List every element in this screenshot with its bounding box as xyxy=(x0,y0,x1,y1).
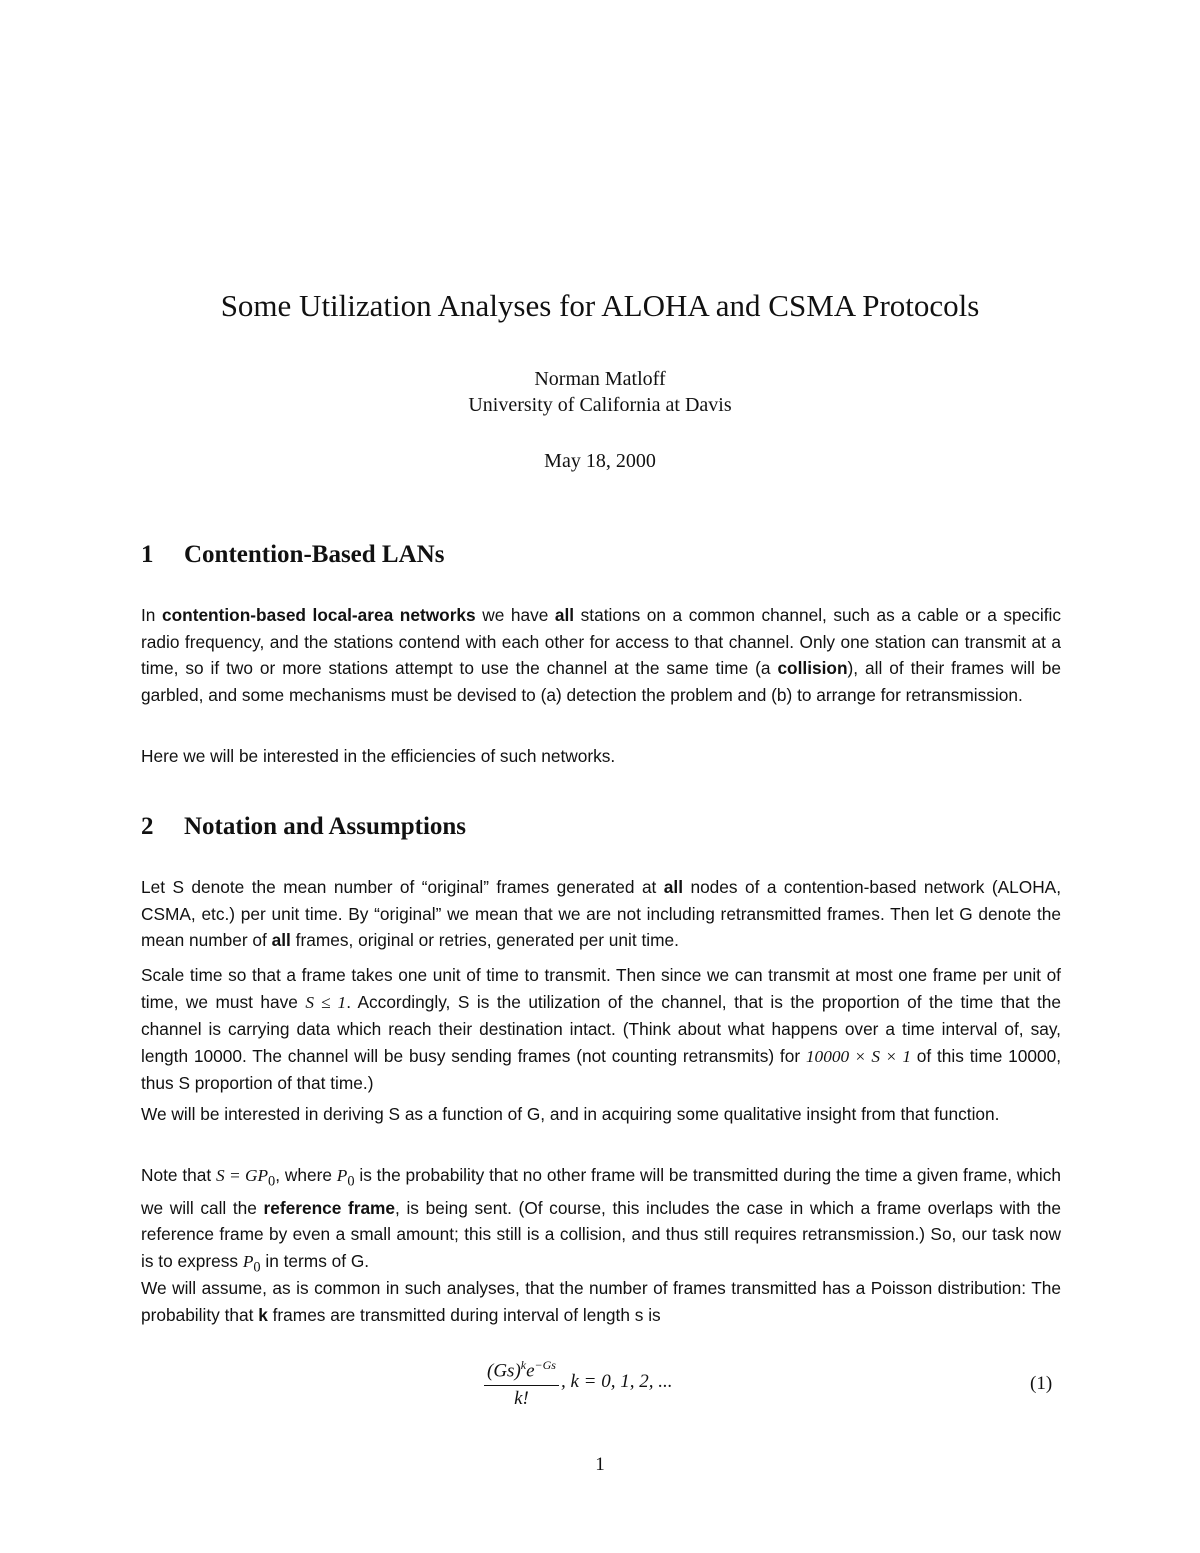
author-affiliation: University of California at Davis xyxy=(468,394,732,416)
text-run: Note that xyxy=(141,1165,216,1185)
equation-fraction xyxy=(484,1354,559,1409)
text-run: ), all of their frames will be garbled, and some mechanisms must be devised to (a) detection the problem and (b) to arrange for retransmission. xyxy=(141,658,1062,705)
eq-num-e: e xyxy=(526,1360,535,1382)
section-1-heading xyxy=(141,541,444,569)
section-2-paragraph-1 xyxy=(141,874,1061,954)
section-1-title: Contention-Based LANs xyxy=(184,541,445,568)
section-2-number: 2 xyxy=(141,813,154,840)
math-inline xyxy=(242,1251,261,1276)
text-run: , is being sent. (Of course, this includes the case in which a frame overlaps with the reference frame by even a small amount; this still is a collision, and thus still requires retransmission.) So, our task now is to express xyxy=(141,1197,1061,1271)
section-2-heading xyxy=(141,813,466,841)
text-run: We will assume, as is common in such analyses, that the number of frames transmitted has a Poisson distribution: The probability that xyxy=(141,1278,1061,1325)
bold-term: contention-based local-area networks xyxy=(161,605,476,625)
bold-term: reference frame xyxy=(263,1197,396,1218)
section-1-paragraph-1 xyxy=(141,602,1061,708)
text-run: stations on a common channel, such as a cable or a specific radio frequency, and the stations contend with each other for access to that channel. Only one station can transmit at a time, so if two or more stations attempt to use the channel at the same time (a xyxy=(141,605,1062,678)
math-subscript: 0 xyxy=(347,1173,355,1190)
page-number: 1 xyxy=(595,1454,605,1475)
poisson-equation xyxy=(484,1352,673,1412)
math-text: P xyxy=(336,1166,348,1185)
author-name: Norman Matloff xyxy=(534,368,666,390)
equation-denominator: k! xyxy=(514,1387,529,1409)
math-inline: S ≤ 1 xyxy=(305,992,347,1012)
eq-num-exponent: −Gs xyxy=(534,1358,556,1373)
section-2-paragraph-3: We will be interested in deriving S as a function of G, and in acquiring some qualitative insight from that function. xyxy=(141,1104,1000,1124)
bold-term: k xyxy=(258,1304,268,1325)
text-run: Let S denote the mean number of “original” frames generated at xyxy=(141,877,664,897)
eq-num-base: (Gs) xyxy=(487,1360,521,1382)
math-subscript: 0 xyxy=(253,1259,261,1276)
math-inline: 10000 × S × 1 xyxy=(805,1046,911,1066)
math-text: S = GP xyxy=(216,1166,269,1185)
section-1-number: 1 xyxy=(141,541,154,568)
math-subscript: 0 xyxy=(268,1173,276,1190)
equation-number: (1) xyxy=(1030,1373,1053,1394)
text-run: frames are transmitted during interval of length s is xyxy=(267,1304,661,1325)
equation-tail: , k = 0, 1, 2, ... xyxy=(560,1371,673,1392)
bold-term: all xyxy=(554,605,575,625)
section-2-paragraph-2 xyxy=(141,962,1061,1097)
bold-term: all xyxy=(663,877,684,897)
eq-num-exponent: k xyxy=(520,1358,527,1373)
text-run: Scale time so that a frame takes one unit of time to transmit. Then since we can transmit at most one frame per unit of time, we must have xyxy=(141,965,1061,1012)
math-text: P xyxy=(242,1251,254,1271)
text-run: . Accordingly, S is the utilization of the channel, that is the proportion of the time that the channel is carrying data which reach their destination intact. (Think about what happens over a time interval of, say, length 10000. The channel will be busy sending frames (not counting retransmits) for xyxy=(141,991,1062,1066)
text-run: in terms of G. xyxy=(260,1250,370,1271)
paper-title: Some Utilization Analyses for ALOHA and CSMA Protocols xyxy=(220,288,980,323)
bold-term: collision xyxy=(777,658,848,678)
text-run: frames, original or retries, generated per unit time. xyxy=(290,930,679,950)
text-run: In xyxy=(141,605,162,625)
bold-term: all xyxy=(271,930,291,950)
section-2-paragraph-4 xyxy=(141,1162,1061,1281)
text-run: , where xyxy=(275,1165,337,1185)
math-inline xyxy=(216,1166,276,1190)
text-run: we have xyxy=(475,605,555,625)
math-inline xyxy=(336,1166,355,1190)
section-2-paragraph-5 xyxy=(141,1275,1061,1328)
equation-numerator xyxy=(484,1354,559,1385)
paper-date: May 18, 2000 xyxy=(544,450,656,472)
text-run: nodes of a contention-based network (ALOHA, CSMA, etc.) per unit time. By “original” we mean that we are not including retransmitted frames. Then let G denote the mean number of xyxy=(141,877,1062,950)
section-2-title: Notation and Assumptions xyxy=(184,813,467,840)
text-run: of this time 10000, thus S proportion of that time.) xyxy=(141,1045,1062,1093)
section-1-paragraph-2: Here we will be interested in the efficiencies of such networks. xyxy=(141,746,616,766)
text-run: is the probability that no other frame will be transmitted during the time a given frame, which we will call the xyxy=(141,1165,1062,1218)
